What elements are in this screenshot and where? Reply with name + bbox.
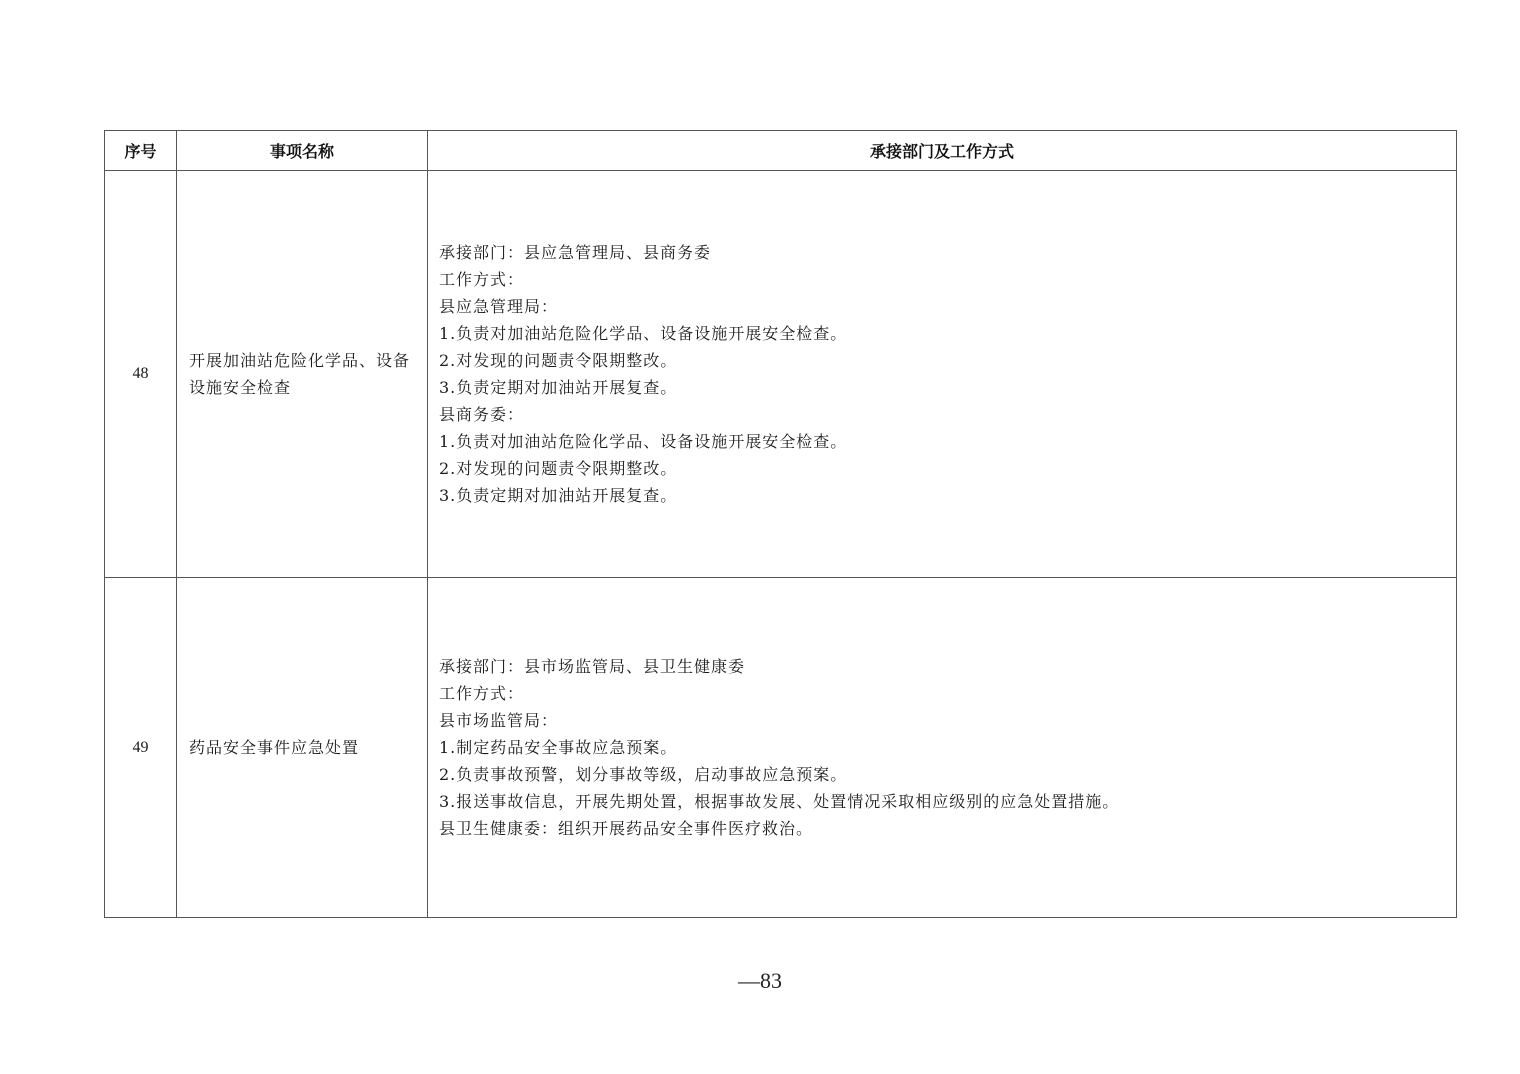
row-matter-name: 开展加油站危险化学品、设备设施安全检查 bbox=[177, 171, 428, 578]
detail-line: 承接部门：县市场监管局、县卫生健康委 bbox=[439, 657, 746, 676]
detail-line: 1.制定药品安全事故应急预案。 bbox=[439, 738, 678, 757]
header-matter-name: 事项名称 bbox=[177, 131, 428, 171]
detail-line: 县应急管理局： bbox=[439, 297, 559, 316]
header-department-method: 承接部门及工作方式 bbox=[428, 131, 1457, 171]
detail-line: 2.负责事故预警，划分事故等级，启动事故应急预案。 bbox=[439, 765, 848, 784]
detail-line: 1.负责对加油站危险化学品、设备设施开展安全检查。 bbox=[439, 432, 848, 451]
table-row bbox=[105, 171, 1457, 578]
detail-line: 工作方式： bbox=[439, 684, 525, 703]
row-serial-number: 48 bbox=[105, 171, 177, 578]
detail-line: 3.报送事故信息，开展先期处置，根据事故发展、处置情况采取相应级别的应急处置措施。 bbox=[439, 792, 1120, 811]
row-serial-number: 49 bbox=[105, 578, 177, 918]
detail-line: 承接部门：县应急管理局、县商务委 bbox=[439, 243, 712, 262]
row-detail bbox=[428, 171, 1457, 578]
detail-line: 3.负责定期对加油站开展复查。 bbox=[439, 378, 678, 397]
header-serial-number: 序号 bbox=[105, 131, 177, 171]
detail-line: 2.对发现的问题责令限期整改。 bbox=[439, 351, 678, 370]
matters-table bbox=[104, 130, 1457, 918]
table-header-row bbox=[105, 131, 1457, 171]
detail-line: 1.负责对加油站危险化学品、设备设施开展安全检查。 bbox=[439, 324, 848, 343]
row-detail bbox=[428, 578, 1457, 918]
detail-line: 县市场监管局： bbox=[439, 711, 559, 730]
detail-line: 县卫生健康委：组织开展药品安全事件医疗救治。 bbox=[439, 819, 814, 838]
row-matter-name: 药品安全事件应急处置 bbox=[177, 578, 428, 918]
detail-line: 2.对发现的问题责令限期整改。 bbox=[439, 459, 678, 478]
detail-line: 县商务委： bbox=[439, 405, 525, 424]
detail-line: 工作方式： bbox=[439, 270, 525, 289]
detail-line: 3.负责定期对加油站开展复查。 bbox=[439, 486, 678, 505]
page-number: —83 bbox=[738, 968, 782, 993]
table-row bbox=[105, 578, 1457, 918]
